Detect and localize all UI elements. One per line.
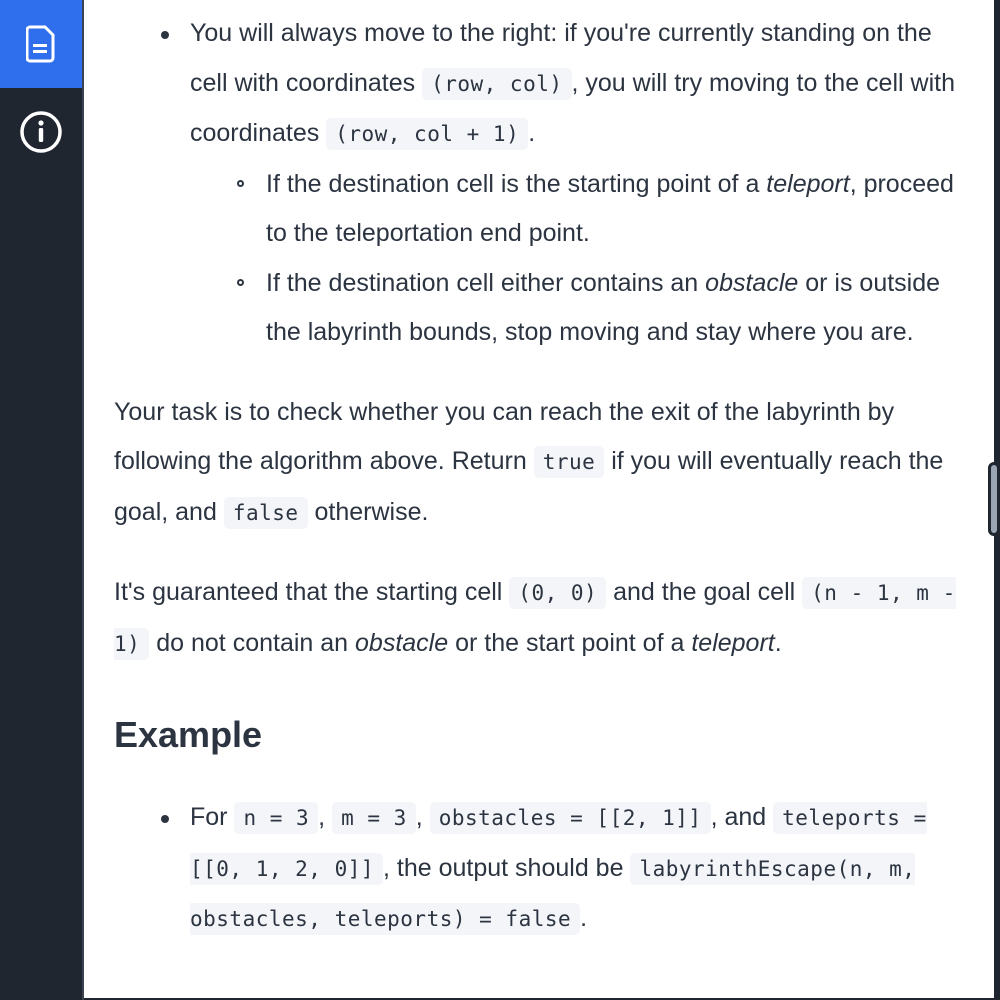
list-item <box>114 9 964 160</box>
inline-code: (0, 0) <box>509 577 606 609</box>
example-heading: Example <box>114 714 263 755</box>
inline-code: n = 3 <box>234 802 318 834</box>
text: You will always move to the right: if you're currently standing on the cell with coordinates <box>190 19 932 97</box>
inline-code: (row, col) <box>422 68 571 100</box>
inline-code: obstacles = [[2, 1]] <box>430 802 711 834</box>
example-item: For n = 3 , m = 3 , obstacles = [[2, 1]] , and teleports = [[0, 1, 2, 0]] , the output should be labyrinthEscape(n, m, obstacles, teleports) = false . <box>114 793 964 945</box>
info-icon <box>19 110 63 154</box>
emphasis: obstacle <box>705 268 799 297</box>
emphasis: teleport <box>766 169 850 198</box>
inline-code: (row, col + 1) <box>326 118 528 150</box>
guarantee-paragraph: It's guaranteed that the starting cell (0, 0) and the goal cell (n - 1, m - 1) do not contain an obstacle or the start point of a teleport. <box>114 568 964 669</box>
text: , you will try moving to the cell with coordinates <box>190 68 955 147</box>
sub-list-item <box>114 259 964 358</box>
text: If the destination cell either contains an <box>266 268 706 297</box>
document-icon <box>26 25 56 63</box>
inline-code: teleports = [[0, 1, 2, 0]] <box>190 802 927 885</box>
task-paragraph: Your task is to check whether you can reach the exit of the labyrinth by following the algorithm above. Return true if you will eventually reach the goal, and false otherwise. <box>114 388 964 539</box>
inline-code: m = 3 <box>332 802 416 834</box>
inline-code: false <box>224 497 308 529</box>
text: or is outside the labyrinth bounds, stop moving and stay where you are. <box>266 268 941 346</box>
sidebar-divider <box>82 0 84 1000</box>
inline-code: true <box>534 446 605 478</box>
sidebar-item-description[interactable] <box>0 0 82 88</box>
sub-list-item <box>114 160 964 259</box>
text: , proceed to the teleportation end point. <box>266 169 954 247</box>
text: If the destination cell is the starting point of a <box>266 169 767 198</box>
text: . <box>528 119 536 147</box>
sidebar-item-info[interactable] <box>0 88 82 176</box>
sidebar <box>0 0 82 1000</box>
inline-code: (n - 1, m - 1) <box>114 577 956 660</box>
inline-code: labyrinthEscape(n, m, obstacles, teleports) = false <box>190 853 915 936</box>
resize-handle[interactable] <box>988 462 1000 536</box>
problem-description <box>114 0 964 945</box>
